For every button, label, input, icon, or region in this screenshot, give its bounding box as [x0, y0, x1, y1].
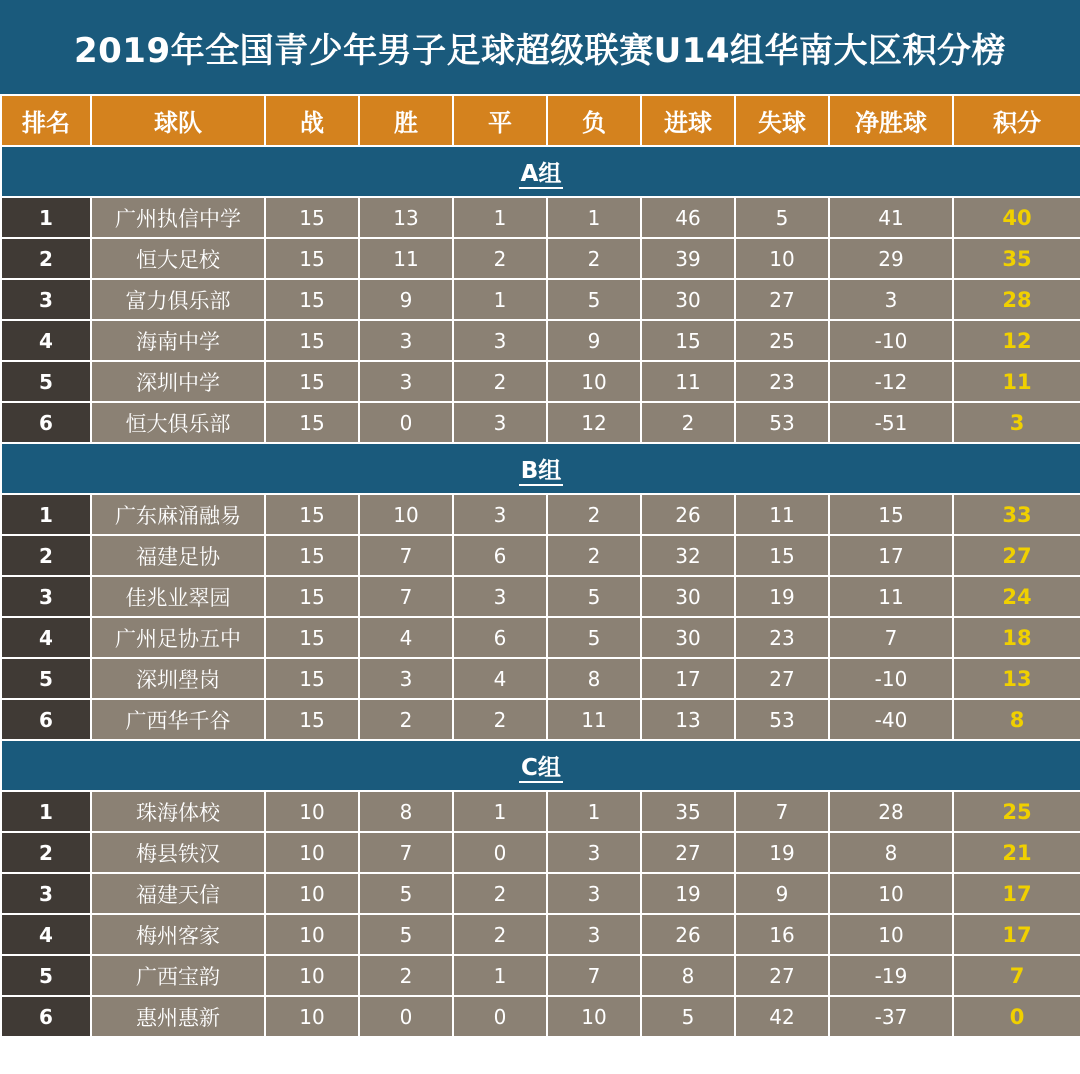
table-row — [1, 197, 1080, 238]
drawn-cell: 0 — [453, 832, 547, 873]
points-cell: 40 — [953, 197, 1080, 238]
group-header-cell — [1, 146, 1080, 197]
played-cell: 10 — [265, 791, 359, 832]
group-label: B组 — [520, 458, 562, 484]
goal-diff-cell: 7 — [829, 617, 953, 658]
goals-against-cell: 19 — [735, 832, 829, 873]
lost-cell: 3 — [547, 914, 641, 955]
header-goals-for: 进球 — [641, 95, 735, 146]
goals-for-cell: 46 — [641, 197, 735, 238]
goal-diff-cell: 17 — [829, 535, 953, 576]
goals-against-cell: 25 — [735, 320, 829, 361]
goals-for-cell: 2 — [641, 402, 735, 443]
lost-cell: 1 — [547, 197, 641, 238]
rank-cell: 3 — [1, 873, 91, 914]
rank-cell: 4 — [1, 320, 91, 361]
lost-cell: 7 — [547, 955, 641, 996]
goals-against-cell: 16 — [735, 914, 829, 955]
rank-cell: 6 — [1, 402, 91, 443]
team-cell: 梅州客家 — [91, 914, 265, 955]
goal-diff-cell: -10 — [829, 658, 953, 699]
played-cell: 15 — [265, 320, 359, 361]
goals-for-cell: 32 — [641, 535, 735, 576]
won-cell: 5 — [359, 873, 453, 914]
drawn-cell: 1 — [453, 791, 547, 832]
table-row — [1, 699, 1080, 740]
group-header-row — [1, 740, 1080, 791]
header-points: 积分 — [953, 95, 1080, 146]
header-rank: 排名 — [1, 95, 91, 146]
team-cell: 富力俱乐部 — [91, 279, 265, 320]
won-cell: 3 — [359, 320, 453, 361]
goal-diff-cell: -19 — [829, 955, 953, 996]
team-cell: 广州足协五中 — [91, 617, 265, 658]
group-header-row — [1, 443, 1080, 494]
won-cell: 3 — [359, 658, 453, 699]
goals-for-cell: 30 — [641, 576, 735, 617]
played-cell: 10 — [265, 996, 359, 1037]
lost-cell: 2 — [547, 238, 641, 279]
points-cell: 28 — [953, 279, 1080, 320]
team-cell: 深圳壆岗 — [91, 658, 265, 699]
goals-against-cell: 27 — [735, 955, 829, 996]
goal-diff-cell: -40 — [829, 699, 953, 740]
points-cell: 35 — [953, 238, 1080, 279]
points-cell: 13 — [953, 658, 1080, 699]
rank-cell: 5 — [1, 955, 91, 996]
goals-against-cell: 10 — [735, 238, 829, 279]
table-body — [1, 146, 1080, 1037]
won-cell: 11 — [359, 238, 453, 279]
points-cell: 7 — [953, 955, 1080, 996]
header-team: 球队 — [91, 95, 265, 146]
drawn-cell: 4 — [453, 658, 547, 699]
team-cell: 惠州惠新 — [91, 996, 265, 1037]
won-cell: 7 — [359, 576, 453, 617]
table-header — [1, 95, 1080, 146]
goal-diff-cell: 29 — [829, 238, 953, 279]
goals-against-cell: 53 — [735, 699, 829, 740]
goals-against-cell: 23 — [735, 361, 829, 402]
lost-cell: 12 — [547, 402, 641, 443]
won-cell: 7 — [359, 535, 453, 576]
team-cell: 珠海体校 — [91, 791, 265, 832]
points-cell: 24 — [953, 576, 1080, 617]
table-row — [1, 361, 1080, 402]
points-cell: 0 — [953, 996, 1080, 1037]
team-cell: 福建天信 — [91, 873, 265, 914]
points-cell: 17 — [953, 914, 1080, 955]
drawn-cell: 2 — [453, 699, 547, 740]
drawn-cell: 2 — [453, 238, 547, 279]
goal-diff-cell: 3 — [829, 279, 953, 320]
won-cell: 0 — [359, 996, 453, 1037]
table-row — [1, 658, 1080, 699]
won-cell: 8 — [359, 791, 453, 832]
group-header-cell — [1, 740, 1080, 791]
played-cell: 15 — [265, 238, 359, 279]
goal-diff-cell: 15 — [829, 494, 953, 535]
drawn-cell: 3 — [453, 576, 547, 617]
played-cell: 10 — [265, 832, 359, 873]
goals-for-cell: 26 — [641, 914, 735, 955]
points-cell: 33 — [953, 494, 1080, 535]
table-row — [1, 996, 1080, 1037]
won-cell: 7 — [359, 832, 453, 873]
goal-diff-cell: 10 — [829, 914, 953, 955]
won-cell: 4 — [359, 617, 453, 658]
header-lost: 负 — [547, 95, 641, 146]
points-cell: 8 — [953, 699, 1080, 740]
goal-diff-cell: -37 — [829, 996, 953, 1037]
goal-diff-cell: 28 — [829, 791, 953, 832]
goals-for-cell: 27 — [641, 832, 735, 873]
team-cell: 广西宝韵 — [91, 955, 265, 996]
drawn-cell: 0 — [453, 996, 547, 1037]
team-cell: 恒大足校 — [91, 238, 265, 279]
team-cell: 佳兆业翠园 — [91, 576, 265, 617]
points-cell: 17 — [953, 873, 1080, 914]
team-cell: 海南中学 — [91, 320, 265, 361]
played-cell: 15 — [265, 535, 359, 576]
drawn-cell: 1 — [453, 955, 547, 996]
played-cell: 15 — [265, 197, 359, 238]
lost-cell: 9 — [547, 320, 641, 361]
rank-cell: 2 — [1, 832, 91, 873]
rank-cell: 1 — [1, 197, 91, 238]
goals-against-cell: 19 — [735, 576, 829, 617]
drawn-cell: 3 — [453, 320, 547, 361]
goals-against-cell: 15 — [735, 535, 829, 576]
rank-cell: 6 — [1, 996, 91, 1037]
rank-cell: 2 — [1, 535, 91, 576]
points-cell: 3 — [953, 402, 1080, 443]
goals-against-cell: 42 — [735, 996, 829, 1037]
goals-for-cell: 39 — [641, 238, 735, 279]
rank-cell: 1 — [1, 791, 91, 832]
drawn-cell: 2 — [453, 361, 547, 402]
goal-diff-cell: 10 — [829, 873, 953, 914]
lost-cell: 2 — [547, 535, 641, 576]
goals-against-cell: 27 — [735, 279, 829, 320]
goals-against-cell: 7 — [735, 791, 829, 832]
drawn-cell: 1 — [453, 279, 547, 320]
drawn-cell: 1 — [453, 197, 547, 238]
goals-for-cell: 17 — [641, 658, 735, 699]
goal-diff-cell: 8 — [829, 832, 953, 873]
rank-cell: 1 — [1, 494, 91, 535]
goals-against-cell: 11 — [735, 494, 829, 535]
played-cell: 15 — [265, 402, 359, 443]
table-row — [1, 576, 1080, 617]
played-cell: 15 — [265, 658, 359, 699]
lost-cell: 3 — [547, 832, 641, 873]
goals-for-cell: 8 — [641, 955, 735, 996]
won-cell: 2 — [359, 955, 453, 996]
points-cell: 11 — [953, 361, 1080, 402]
played-cell: 10 — [265, 955, 359, 996]
won-cell: 0 — [359, 402, 453, 443]
goal-diff-cell: 11 — [829, 576, 953, 617]
lost-cell: 5 — [547, 617, 641, 658]
lost-cell: 11 — [547, 699, 641, 740]
goals-for-cell: 30 — [641, 279, 735, 320]
drawn-cell: 3 — [453, 402, 547, 443]
group-header-cell — [1, 443, 1080, 494]
team-cell: 深圳中学 — [91, 361, 265, 402]
played-cell: 10 — [265, 873, 359, 914]
lost-cell: 3 — [547, 873, 641, 914]
won-cell: 2 — [359, 699, 453, 740]
team-cell: 恒大俱乐部 — [91, 402, 265, 443]
drawn-cell: 3 — [453, 494, 547, 535]
drawn-cell: 2 — [453, 873, 547, 914]
played-cell: 15 — [265, 361, 359, 402]
won-cell: 13 — [359, 197, 453, 238]
won-cell: 5 — [359, 914, 453, 955]
points-cell: 18 — [953, 617, 1080, 658]
lost-cell: 10 — [547, 361, 641, 402]
header-won: 胜 — [359, 95, 453, 146]
goals-for-cell: 11 — [641, 361, 735, 402]
played-cell: 15 — [265, 279, 359, 320]
table-row — [1, 402, 1080, 443]
goals-against-cell: 27 — [735, 658, 829, 699]
team-cell: 广东麻涌融易 — [91, 494, 265, 535]
goals-for-cell: 26 — [641, 494, 735, 535]
rank-cell: 3 — [1, 279, 91, 320]
team-cell: 广州执信中学 — [91, 197, 265, 238]
points-cell: 25 — [953, 791, 1080, 832]
header-goals-against: 失球 — [735, 95, 829, 146]
goal-diff-cell: -51 — [829, 402, 953, 443]
goal-diff-cell: -10 — [829, 320, 953, 361]
lost-cell: 5 — [547, 576, 641, 617]
points-cell: 27 — [953, 535, 1080, 576]
goals-for-cell: 19 — [641, 873, 735, 914]
goals-for-cell: 13 — [641, 699, 735, 740]
goals-against-cell: 5 — [735, 197, 829, 238]
goals-for-cell: 15 — [641, 320, 735, 361]
team-cell: 广西华千谷 — [91, 699, 265, 740]
goals-against-cell: 53 — [735, 402, 829, 443]
rank-cell: 3 — [1, 576, 91, 617]
header-goal-diff: 净胜球 — [829, 95, 953, 146]
goals-for-cell: 30 — [641, 617, 735, 658]
table-row — [1, 238, 1080, 279]
page-title: 2019年全国青少年男子足球超级联赛U14组华南大区积分榜 — [0, 0, 1080, 94]
group-label: C组 — [521, 755, 561, 781]
won-cell: 9 — [359, 279, 453, 320]
rank-cell: 5 — [1, 658, 91, 699]
rank-cell: 4 — [1, 617, 91, 658]
table-row — [1, 791, 1080, 832]
drawn-cell: 6 — [453, 617, 547, 658]
points-cell: 12 — [953, 320, 1080, 361]
played-cell: 15 — [265, 617, 359, 658]
group-header-row — [1, 146, 1080, 197]
lost-cell: 8 — [547, 658, 641, 699]
team-cell: 福建足协 — [91, 535, 265, 576]
table-row — [1, 914, 1080, 955]
goal-diff-cell: -12 — [829, 361, 953, 402]
table-row — [1, 955, 1080, 996]
header-played: 战 — [265, 95, 359, 146]
table-row — [1, 494, 1080, 535]
played-cell: 15 — [265, 494, 359, 535]
points-cell: 21 — [953, 832, 1080, 873]
rank-cell: 5 — [1, 361, 91, 402]
table-row — [1, 320, 1080, 361]
lost-cell: 1 — [547, 791, 641, 832]
goal-diff-cell: 41 — [829, 197, 953, 238]
played-cell: 10 — [265, 914, 359, 955]
rank-cell: 6 — [1, 699, 91, 740]
header-drawn: 平 — [453, 95, 547, 146]
table-row — [1, 279, 1080, 320]
group-label: A组 — [520, 161, 562, 187]
rank-cell: 4 — [1, 914, 91, 955]
table-row — [1, 873, 1080, 914]
team-cell: 梅县铁汉 — [91, 832, 265, 873]
drawn-cell: 2 — [453, 914, 547, 955]
table-row — [1, 535, 1080, 576]
table-row — [1, 832, 1080, 873]
lost-cell: 10 — [547, 996, 641, 1037]
played-cell: 15 — [265, 576, 359, 617]
standings-table — [0, 94, 1080, 1038]
lost-cell: 2 — [547, 494, 641, 535]
won-cell: 10 — [359, 494, 453, 535]
drawn-cell: 6 — [453, 535, 547, 576]
goals-for-cell: 35 — [641, 791, 735, 832]
table-row — [1, 617, 1080, 658]
goals-against-cell: 9 — [735, 873, 829, 914]
won-cell: 3 — [359, 361, 453, 402]
rank-cell: 2 — [1, 238, 91, 279]
lost-cell: 5 — [547, 279, 641, 320]
goals-for-cell: 5 — [641, 996, 735, 1037]
goals-against-cell: 23 — [735, 617, 829, 658]
played-cell: 15 — [265, 699, 359, 740]
